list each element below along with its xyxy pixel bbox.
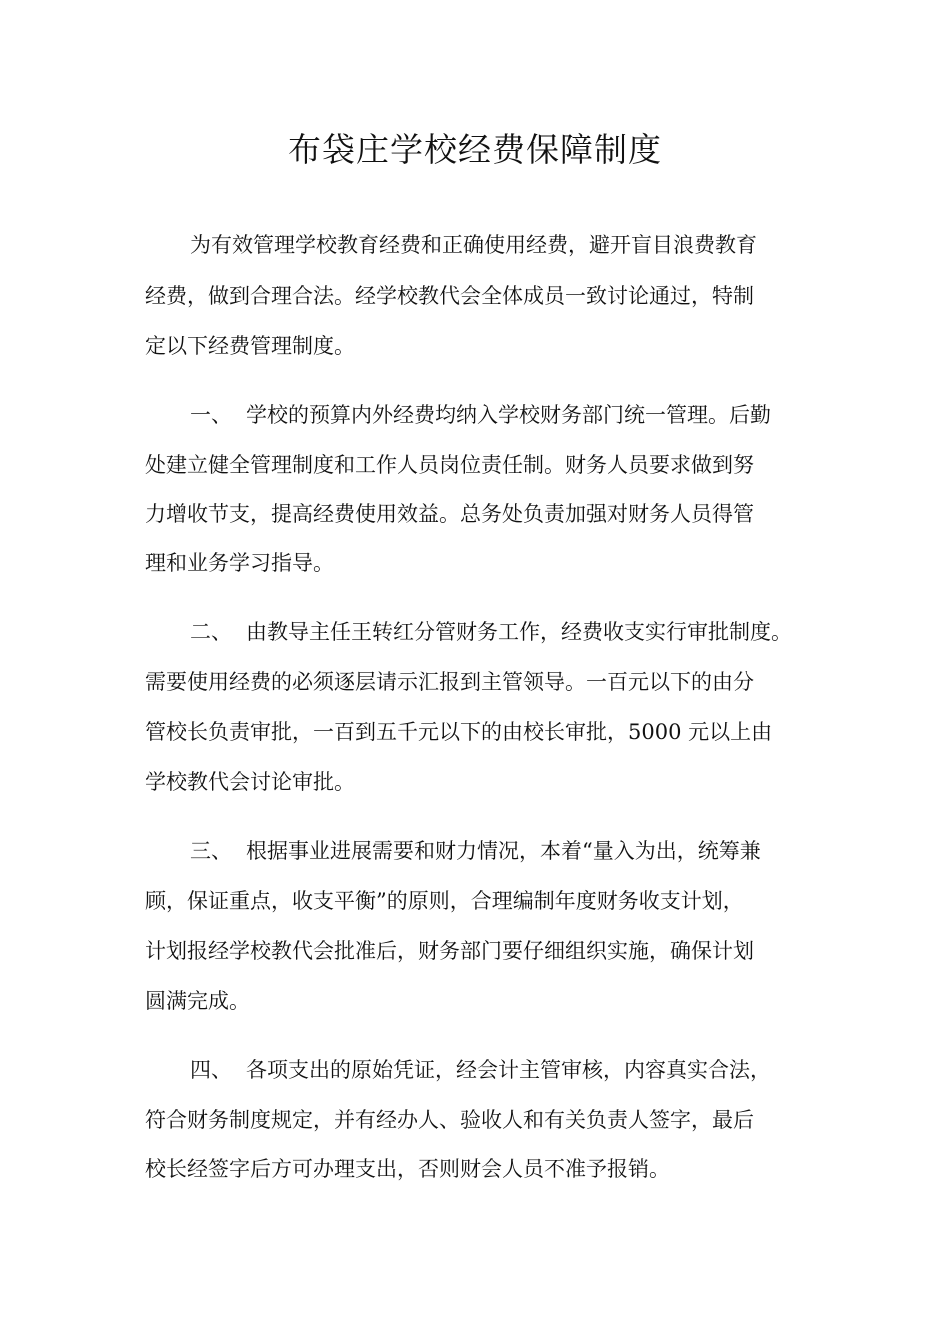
intro-line-1: 为有效管理学校教育经费和正确使用经费，避开盲目浪费教育 bbox=[190, 233, 757, 257]
section-2-marker: 二、 bbox=[190, 620, 232, 644]
section-3-line-3: 计划报经学校教代会批准后，财务部门要仔细组织实施，确保计划 bbox=[145, 939, 754, 963]
section-2-first-text: 由教导主任王转红分管财务工作，经费收支实行审批制度。 bbox=[246, 620, 792, 644]
section-4-first-line bbox=[190, 1055, 771, 1085]
section-2-first-line bbox=[190, 617, 792, 647]
intro-line-2: 经费，做到合理合法。经学校教代会全体成员一致讨论通过，特制 bbox=[145, 284, 754, 308]
section-1-marker: 一、 bbox=[190, 403, 232, 427]
section-4-line-3: 校长经签字后方可办理支出，否则财会人员不准予报销。 bbox=[145, 1157, 670, 1181]
section-3-first-line bbox=[190, 836, 761, 866]
section-1-line-3: 力增收节支，提高经费使用效益。总务处负责加强对财务人员得管 bbox=[145, 502, 754, 526]
section-4-marker: 四、 bbox=[190, 1058, 232, 1082]
section-4-line-2: 符合财务制度规定，并有经办人、验收人和有关负责人签字，最后 bbox=[145, 1108, 754, 1132]
section-1-line-2: 处建立健全管理制度和工作人员岗位责任制。财务人员要求做到努 bbox=[145, 453, 754, 477]
document-title: 布袋庄学校经费保障制度 bbox=[288, 130, 662, 169]
section-3-first-text: 根据事业进展需要和财力情况，本着“量入为出，统筹兼 bbox=[246, 839, 761, 863]
section-2-line-4: 学校教代会讨论审批。 bbox=[145, 770, 355, 794]
section-1-first-text: 学校的预算内外经费均纳入学校财务部门统一管理。后勤 bbox=[246, 403, 771, 427]
section-2-line-2: 需要使用经费的必须逐层请示汇报到主管领导。一百元以下的由分 bbox=[145, 670, 754, 694]
section-4-first-text: 各项支出的原始凭证，经会计主管审核，内容真实合法， bbox=[246, 1058, 771, 1082]
section-1-first-line bbox=[190, 400, 771, 430]
section-3-line-4: 圆满完成。 bbox=[145, 989, 250, 1013]
section-1-line-4: 理和业务学习指导。 bbox=[145, 551, 334, 575]
section-3-marker: 三、 bbox=[190, 839, 232, 863]
section-3-line-2: 顾，保证重点，收支平衡”的原则，合理编制年度财务收支计划， bbox=[145, 889, 744, 913]
intro-line-3: 定以下经费管理制度。 bbox=[145, 334, 355, 358]
section-2-line-3: 管校长负责审批，一百到五千元以下的由校长审批，5000 元以上由 bbox=[145, 720, 773, 744]
